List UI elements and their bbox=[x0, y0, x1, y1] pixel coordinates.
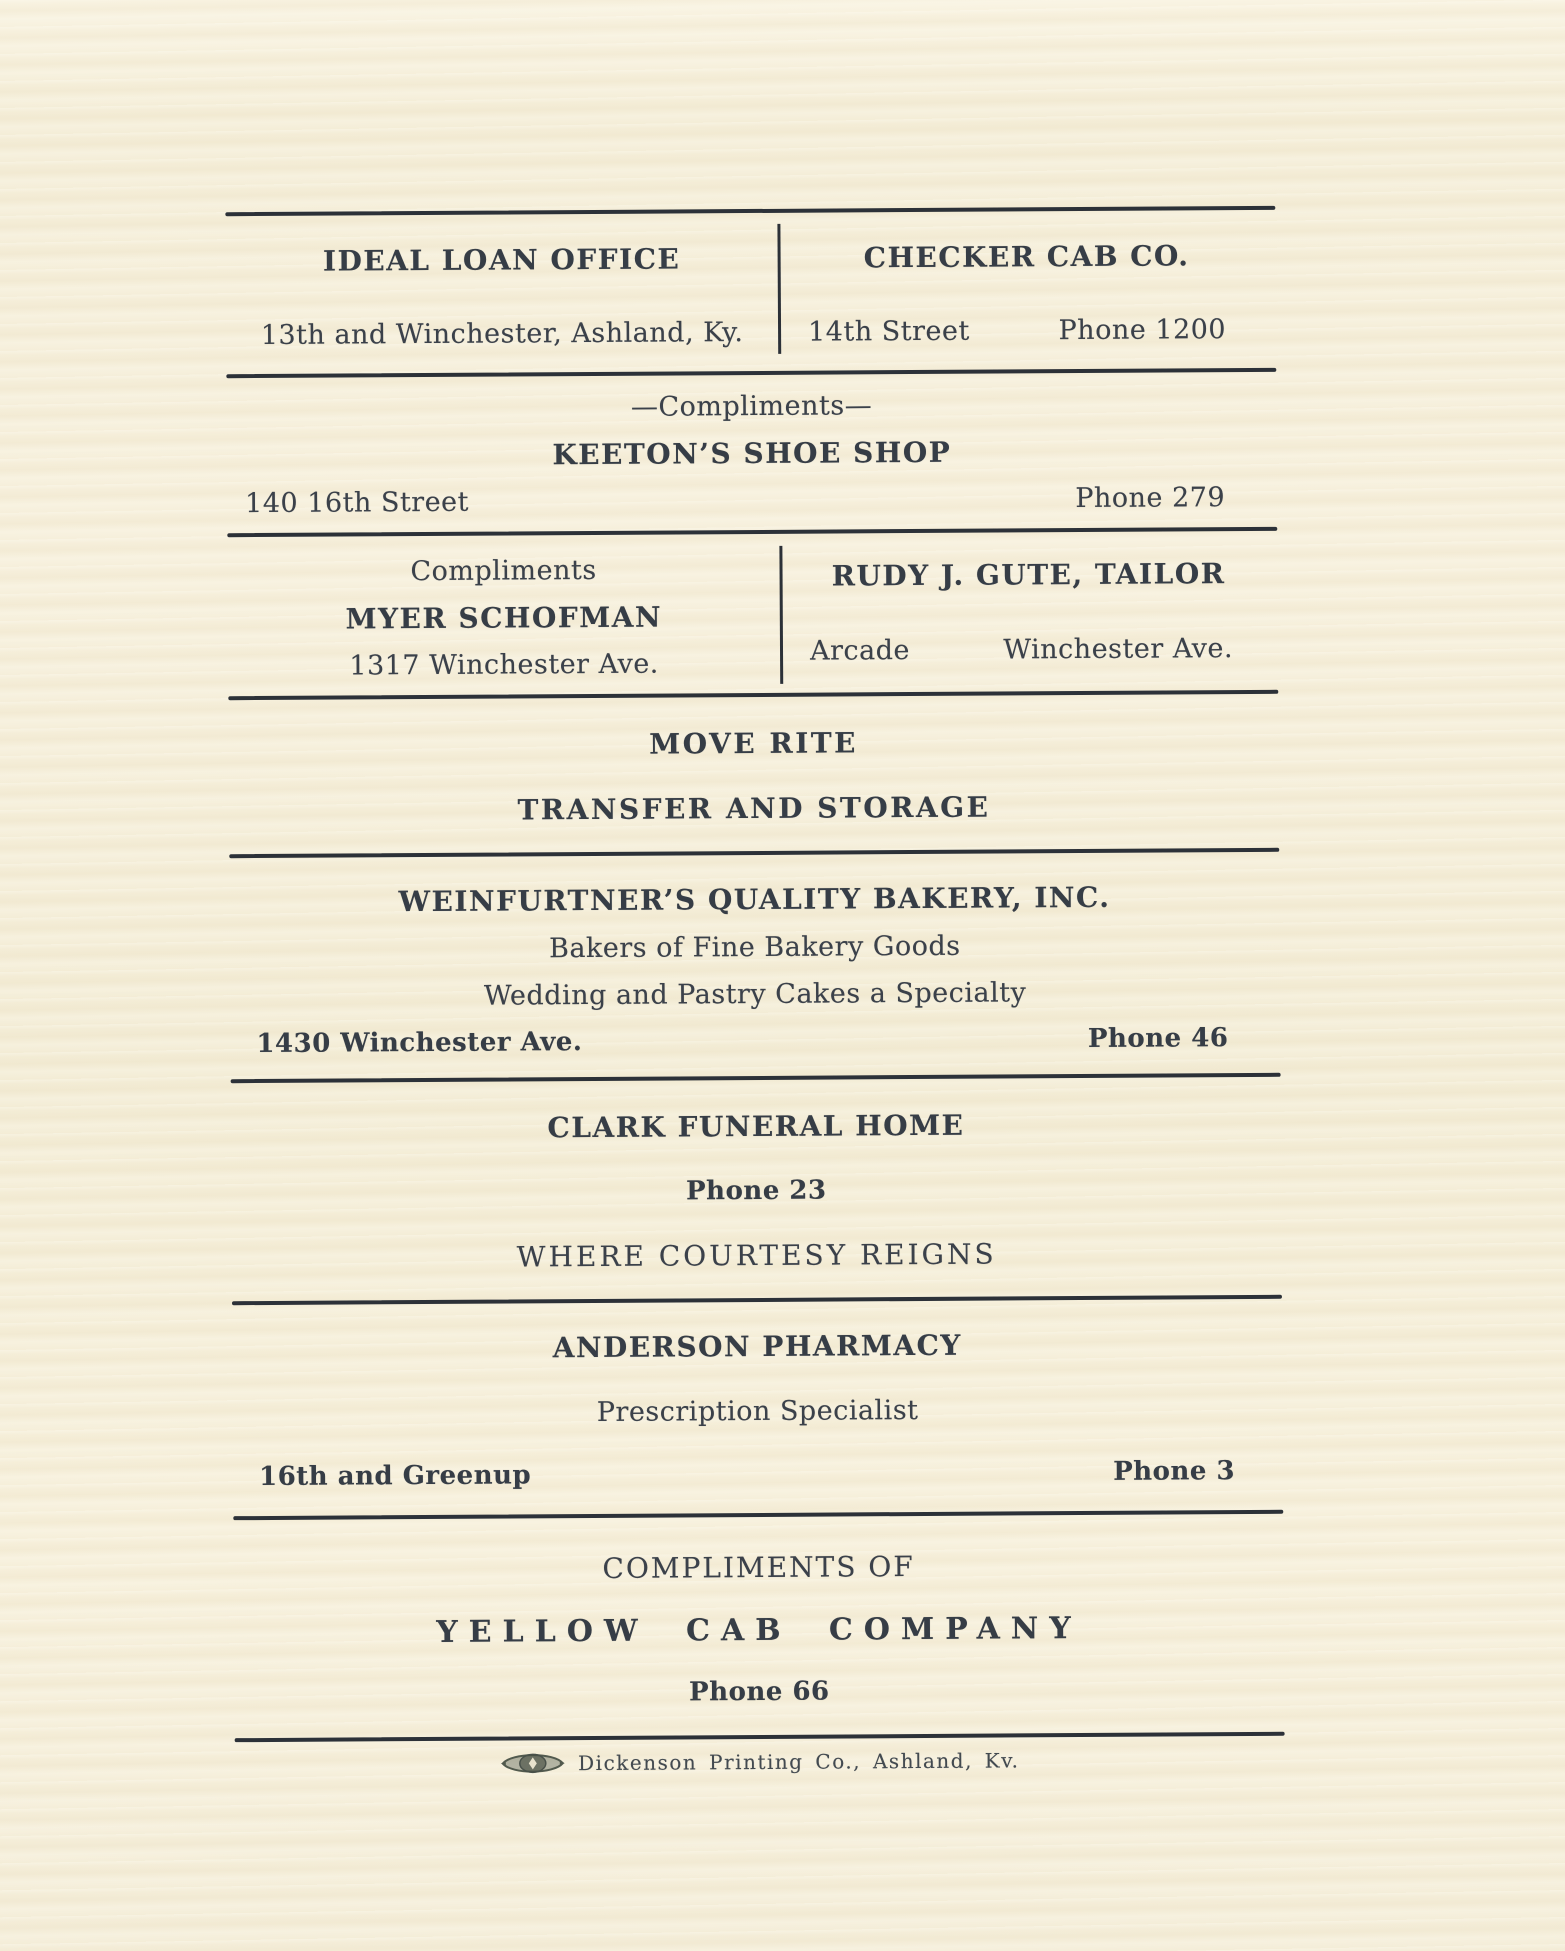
business-name: KEETON’S SHOE SHOP bbox=[552, 435, 952, 472]
ad-move-rite bbox=[228, 690, 1279, 854]
business-name: IDEAL LOAN OFFICE bbox=[322, 242, 681, 278]
business-phone: Phone 1200 bbox=[1058, 314, 1227, 347]
business-name: CLARK FUNERAL HOME bbox=[547, 1108, 965, 1145]
compliments-line: COMPLIMENTS OF bbox=[602, 1550, 915, 1585]
business-phone: Phone 279 bbox=[1075, 482, 1226, 515]
ad-rudy-gute-tailor bbox=[779, 527, 1278, 693]
printer-credit-line bbox=[235, 1745, 1285, 1779]
printer-credit-text: Dickenson Printing Co., Ashland, Kv. bbox=[578, 1748, 1020, 1776]
business-address: 1430 Winchester Ave. bbox=[256, 1027, 583, 1060]
ad-yellow-cab bbox=[233, 1510, 1284, 1738]
ad-checker-cab bbox=[777, 206, 1276, 371]
ad-anderson-pharmacy bbox=[232, 1295, 1283, 1516]
ad-row-ideal-checker bbox=[225, 206, 1276, 374]
business-address: 13th and Winchester, Ashland, Ky. bbox=[260, 317, 744, 352]
business-tagline-1: Bakers of Fine Bakery Goods bbox=[548, 930, 961, 965]
business-name: MYER SCHOFMAN bbox=[345, 600, 663, 636]
business-phone: Phone 23 bbox=[685, 1175, 827, 1207]
business-name-line1: MOVE RITE bbox=[649, 726, 859, 761]
ad-column bbox=[224, 0, 1286, 1951]
business-address: 140 16th Street bbox=[245, 486, 470, 520]
printers-union-label-icon bbox=[500, 1749, 566, 1777]
business-tagline-2: Wedding and Pastry Cakes a Specialty bbox=[483, 977, 1027, 1012]
business-phone: Phone 66 bbox=[689, 1676, 830, 1708]
business-tagline: Prescription Specialist bbox=[596, 1394, 919, 1428]
business-address: 14th Street bbox=[807, 315, 970, 348]
business-location: Arcade bbox=[809, 635, 911, 667]
compliments-line: —Compliments— bbox=[630, 390, 873, 423]
ad-weinfurtner-bakery bbox=[229, 848, 1280, 1079]
business-name-line2: TRANSFER AND STORAGE bbox=[517, 790, 991, 827]
business-phone: Phone 3 bbox=[1113, 1456, 1236, 1487]
ad-ideal-loan-office bbox=[225, 209, 778, 374]
ad-myer-schofman bbox=[227, 530, 780, 696]
business-name: CHECKER CAB CO. bbox=[863, 239, 1190, 275]
business-phone: Phone 46 bbox=[1087, 1023, 1229, 1054]
business-address: 16th and Greenup bbox=[258, 1460, 532, 1493]
business-name: WEINFURTNER’S QUALITY BAKERY, INC. bbox=[398, 880, 1111, 919]
business-slogan: WHERE COURTESY REIGNS bbox=[516, 1237, 997, 1274]
business-name: YELLOW CAB COMPANY bbox=[436, 1611, 1082, 1650]
business-name: RUDY J. GUTE, TAILOR bbox=[831, 557, 1226, 593]
business-address: 1317 Winchester Ave. bbox=[349, 648, 659, 682]
ad-clark-funeral-home bbox=[231, 1073, 1282, 1301]
business-street: Winchester Ave. bbox=[1003, 633, 1234, 666]
compliments-line: Compliments bbox=[410, 554, 597, 588]
ad-row-schofman-gute bbox=[227, 527, 1278, 696]
business-name: ANDERSON PHARMACY bbox=[552, 1328, 962, 1365]
ad-keetons-shoe-shop bbox=[226, 368, 1277, 533]
